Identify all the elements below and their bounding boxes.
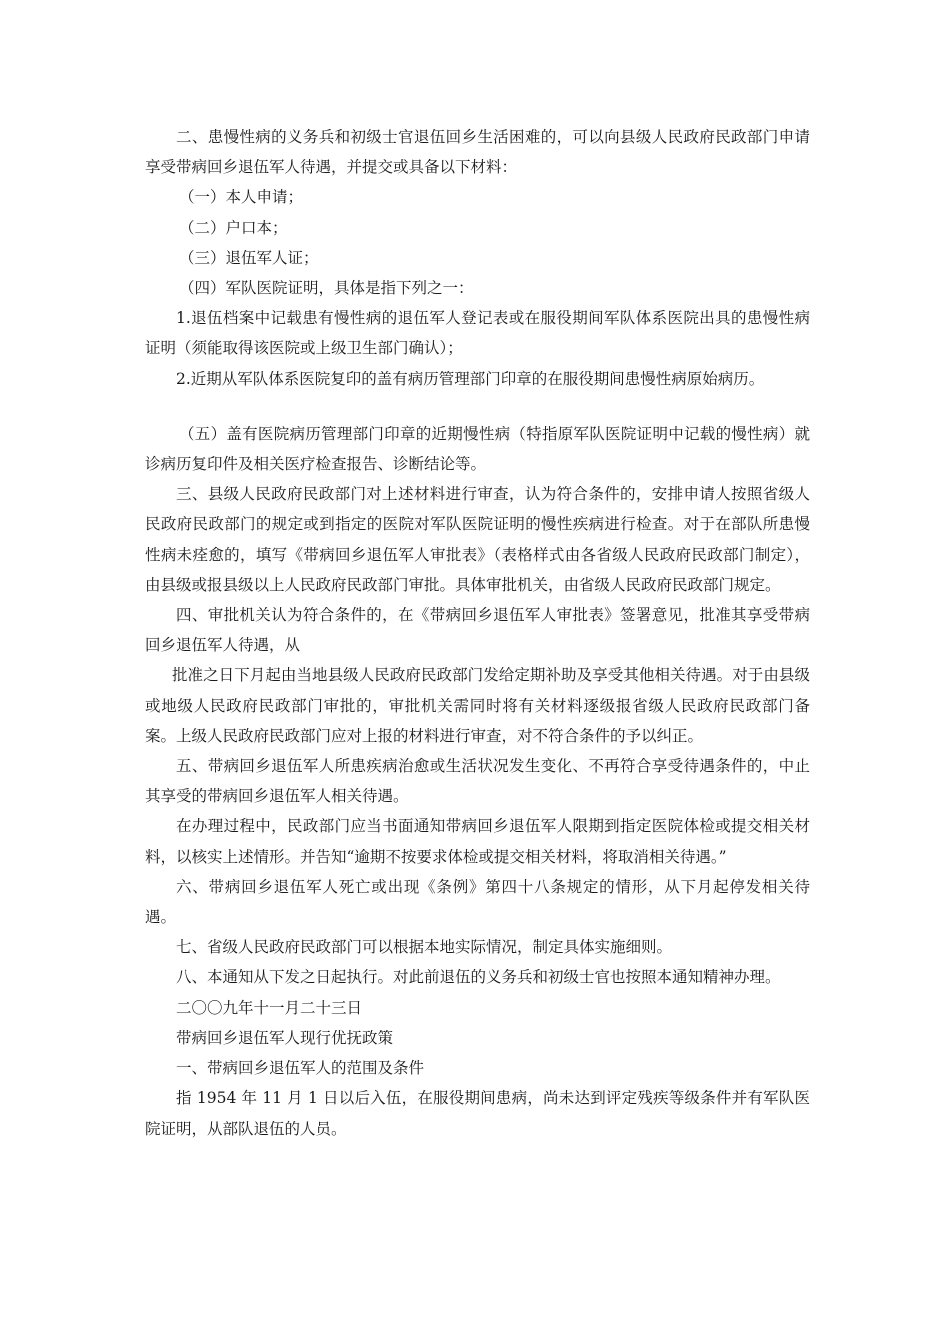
document-date: 二〇〇九年十一月二十三日	[176, 998, 363, 1017]
policy-definition: 指 1954 年 11 月 1 日以后入伍，在服役期间患病，尚未达到评定残疾等级条件并有军队医院证明，从部队退伍的人员。	[145, 1089, 810, 1138]
policy-heading: 带病回乡退伍军人现行优抚政策	[176, 1028, 394, 1047]
paragraph-section-four: 四、审批机关认为符合条件的，在《带病回乡退伍军人审批表》签署意见，批准其享受带病回乡退伍军人待遇，从	[145, 606, 810, 655]
document-body	[145, 122, 810, 1144]
paragraph-section-three: 三、县级人民政府民政部门对上述材料进行审查，认为符合条件的，安排申请人按照省级人民政府民政部门的规定或到指定的医院对军队医院证明的慢性疾病进行检查。对于在部队所患慢性病未痊愈的，填写《带病回乡退伍军人审批表》（表格样式由各省级人民政府民政部门制定），由县级或报县级以上人民政府民政部门审批。具体审批机关，由省级人民政府民政部门规定。	[145, 485, 810, 594]
list-item-recent-medical-records: （五）盖有医院病历管理部门印章的近期慢性病（特指原军队医院证明中记载的慢性病）就诊病历复印件及相关医疗检查报告、诊断结论等。	[145, 424, 810, 474]
list-item-household-register: （二）户口本；	[179, 218, 288, 237]
list-item-application: （一）本人申请；	[179, 188, 304, 207]
sub-item-one: 1.退伍档案中记载患有慢性病的退伍军人登记表或在服役期间军队体系医院出具的患慢性病证明（须能取得该医院或上级卫生部门确认）；	[145, 309, 810, 358]
sub-item-two: 2.近期从军队体系医院复印的盖有病历管理部门印章的在服役期间患慢性病原始病历。	[176, 369, 765, 388]
paragraph-gap	[145, 394, 810, 419]
paragraph-section-six: 六、带病回乡退伍军人死亡或出现《条例》第四十八条规定的情形，从下月起停发相关待遇。	[145, 877, 810, 927]
paragraph-section-four-continued: 批准之日下月起由当地县级人民政府民政部门发给定期补助及享受其他相关待遇。对于由县级或地级人民政府民政部门审批的，审批机关需同时将有关材料逐级报省级人民政府民政部门备案。上级人民政府民政部门应对上报的材料进行审查，对不符合条件的予以纠正。	[145, 666, 810, 745]
paragraph-section-five: 五、带病回乡退伍军人所患疾病治愈或生活状况发生变化、不再符合享受待遇条件的，中止其享受的带病回乡退伍军人相关待遇。	[145, 757, 810, 806]
list-item-veteran-certificate: （三）退伍军人证；	[179, 248, 319, 267]
paragraph-section-seven: 七、省级人民政府民政部门可以根据本地实际情况，制定具体实施细则。	[176, 938, 673, 957]
paragraph-section-eight: 八、本通知从下发之日起执行。对此前退伍的义务兵和初级士官也按照本通知精神办理。	[176, 968, 781, 987]
paragraph-processing-note: 在办理过程中，民政部门应当书面通知带病回乡退伍军人限期到指定医院体检或提交相关材料，以核实上述情形。并告知“逾期不按要求体检或提交相关材料，将取消相关待遇。”	[145, 817, 810, 866]
paragraph-section-two: 二、患慢性病的义务兵和初级士官退伍回乡生活困难的，可以向县级人民政府民政部门申请享受带病回乡退伍军人待遇，并提交或具备以下材料：	[145, 128, 810, 177]
policy-subheading: 一、带病回乡退伍军人的范围及条件	[176, 1059, 425, 1078]
list-item-military-hospital-proof: （四）军队医院证明，具体是指下列之一：	[179, 279, 474, 298]
